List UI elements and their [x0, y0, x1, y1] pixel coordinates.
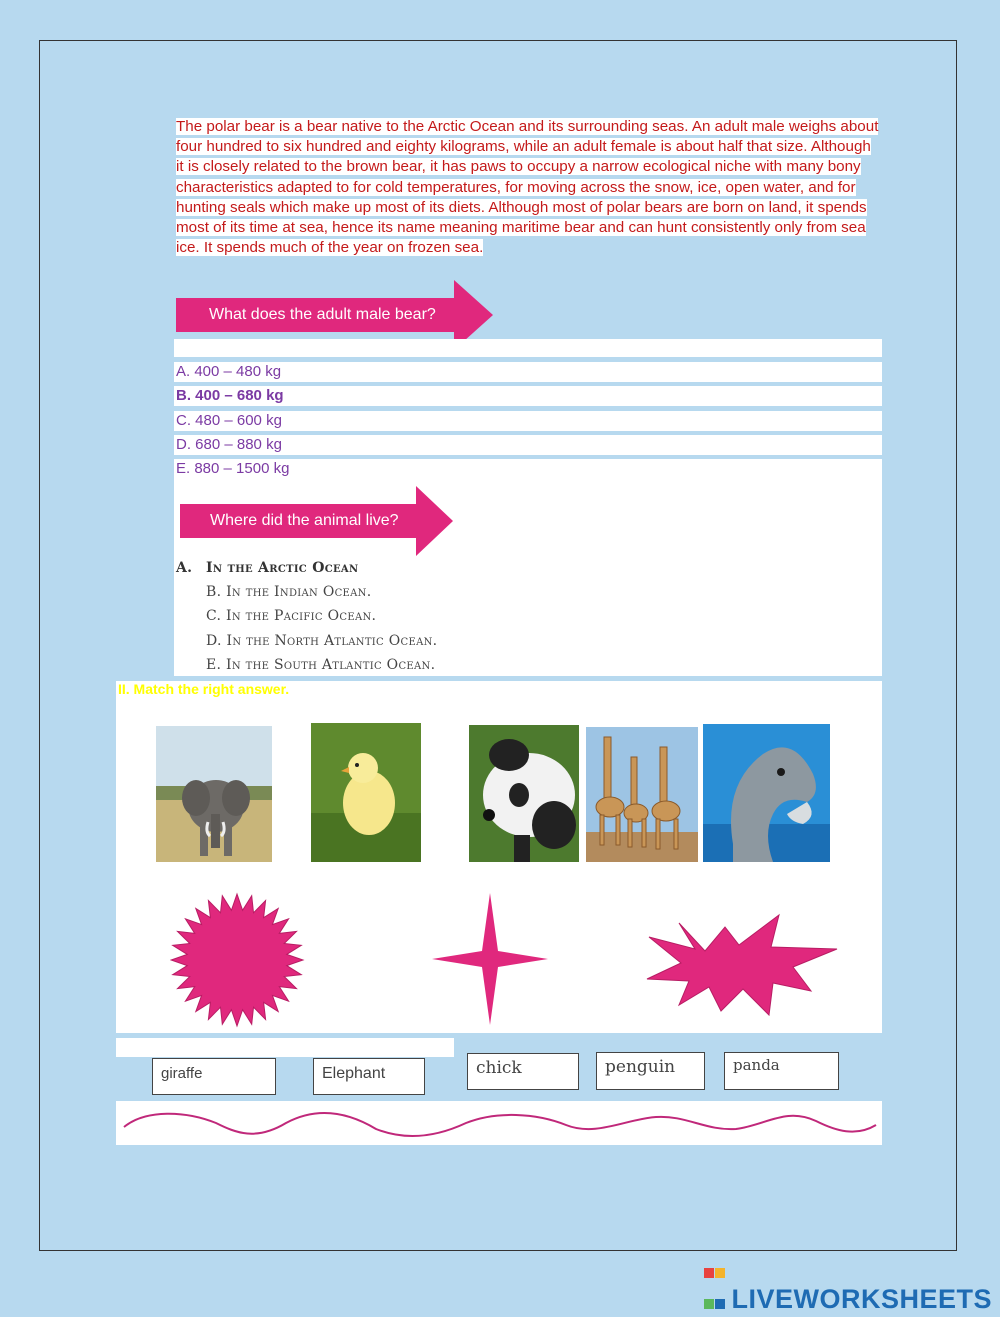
elephant-photo[interactable] — [156, 726, 272, 862]
answer-blank — [174, 339, 882, 357]
word-elephant[interactable]: Elephant — [313, 1058, 425, 1095]
answer-d[interactable]: D. In the North Atlantic Ocean. — [206, 633, 438, 649]
explosion-shape[interactable] — [643, 911, 839, 1019]
word-giraffe[interactable]: giraffe — [152, 1058, 276, 1095]
word-chick[interactable]: chick — [467, 1053, 579, 1090]
starburst-shape[interactable] — [170, 892, 305, 1028]
answer-e[interactable]: E. In the South Atlantic Ocean. — [206, 657, 436, 673]
dolphin-photo[interactable] — [703, 724, 830, 862]
match-title: II. Match the right answer. — [118, 681, 290, 697]
answer-b[interactable]: B. In the Indian Ocean. — [206, 584, 372, 600]
word-penguin[interactable]: penguin — [596, 1052, 705, 1090]
option-d[interactable]: D. 680 – 880 kg — [174, 435, 882, 455]
reading-passage: The polar bear is a bear native to the Arctic Ocean and its surrounding seas. An adult male weighs about four hundred to six hundred and eighty kilograms, while an adult female is about half that size. Although it is closely related to the brown bear, it has paws to occupy a narrow ecological niche with many bony characteristics adapted to for cold temperatures, for moving across the snow, ice, open water, and for hunting seals which make up most of its diets. Although most of polar bears are born on land, it spends most of its time at sea, hence its name meaning maritime bear and can hunt consistently only from sea ice. It spends much of the year on frozen sea. — [176, 118, 879, 257]
panda-photo[interactable] — [469, 725, 579, 862]
option-b[interactable]: B. 400 – 680 kg — [174, 386, 882, 406]
wave-line — [116, 1101, 882, 1145]
answer-a[interactable]: In the Arctic Ocean — [206, 560, 359, 576]
four-point-star-shape[interactable] — [430, 893, 550, 1026]
brand-name: LIVEWORKSHEETS — [731, 1284, 992, 1314]
answer-a-letter[interactable]: A. — [176, 560, 193, 576]
question-2-text: Where did the animal live? — [210, 512, 399, 529]
word-strip — [116, 1038, 454, 1057]
question-2-arrow — [180, 486, 454, 556]
word-panda[interactable]: panda — [724, 1052, 839, 1090]
option-a[interactable]: A. 400 – 480 kg — [174, 362, 882, 382]
logo-icon — [704, 1255, 728, 1279]
giraffe-photo[interactable] — [586, 727, 698, 862]
wave-strip — [116, 1101, 882, 1145]
option-c[interactable]: C. 480 – 600 kg — [174, 411, 882, 431]
chick-photo[interactable] — [311, 723, 421, 862]
question-1-text: What does the adult male bear? — [209, 306, 436, 323]
option-e[interactable]: E. 880 – 1500 kg — [176, 460, 290, 477]
answer-c[interactable]: C. In the Pacific Ocean. — [206, 608, 377, 624]
liveworksheets-logo — [704, 1255, 992, 1315]
